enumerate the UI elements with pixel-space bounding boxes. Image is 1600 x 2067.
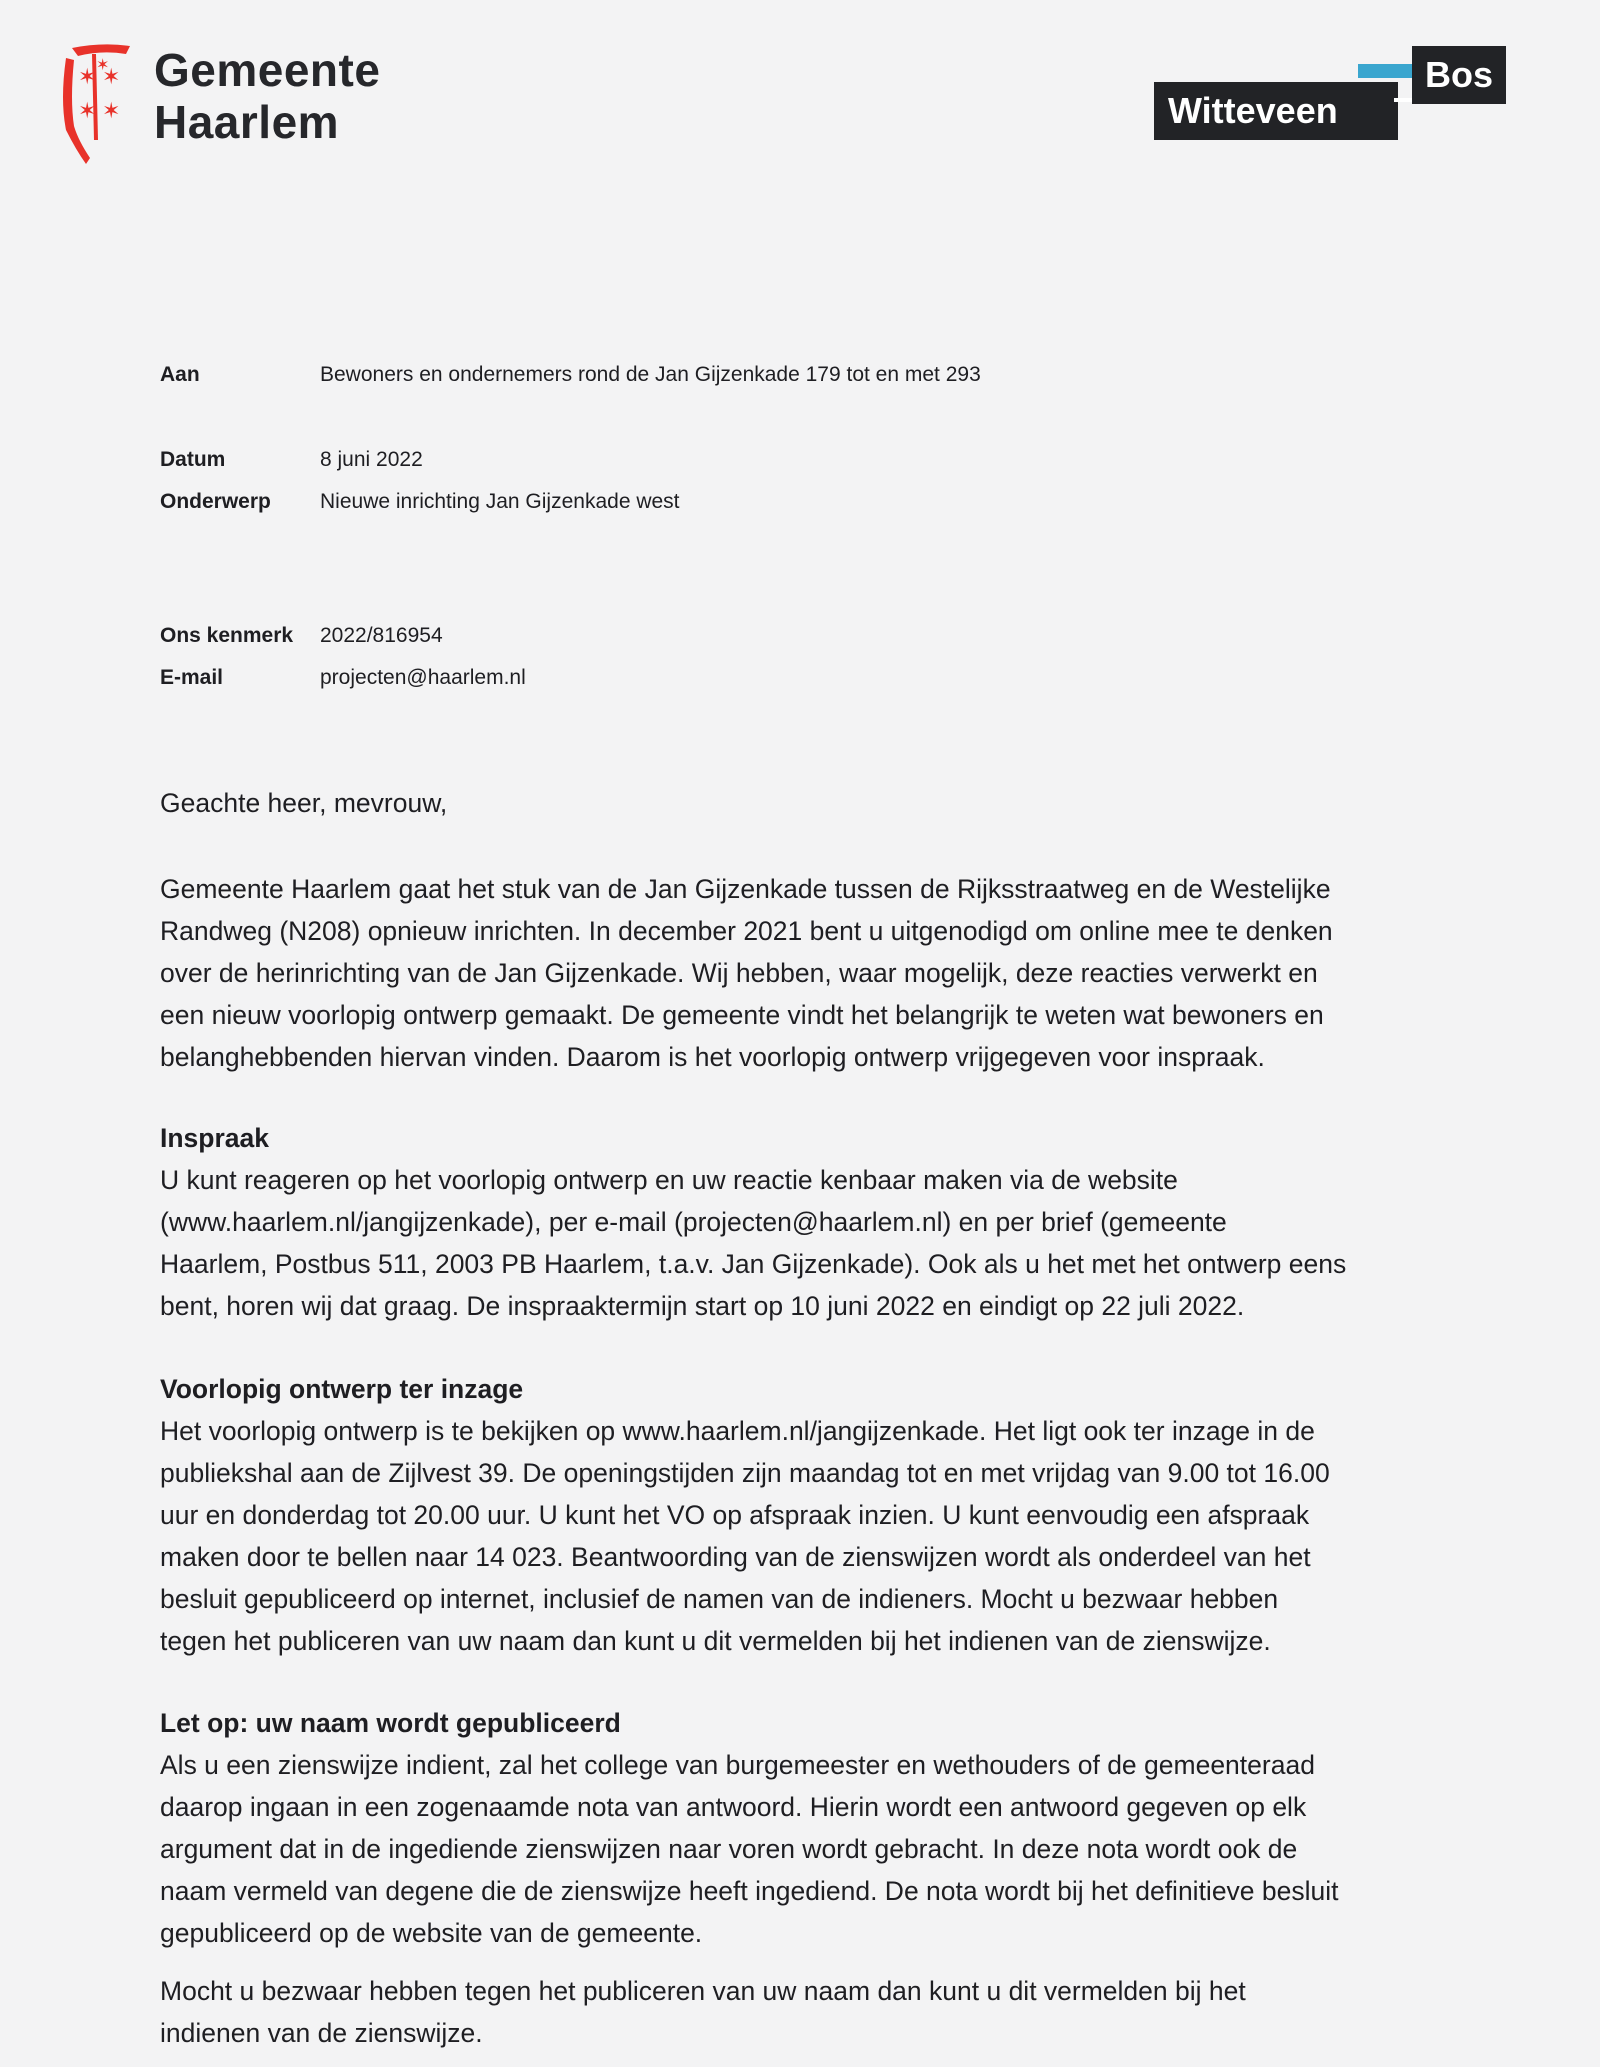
text-line: Mocht u bezwaar hebben tegen het publiceren van uw naam dan kunt u dit vermelden bij het [160, 1976, 1246, 2006]
text-line: Als u een zienswijze indient, zal het college van burgemeester en wethouders of de gemeenteraad [160, 1750, 1315, 1780]
meta-value: 8 juni 2022 [320, 448, 423, 471]
text-line: gepubliceerd op de website van de gemeente. [160, 1918, 703, 1948]
text-line: indienen van de zienswijze. [160, 2018, 483, 2048]
text-line: (www.haarlem.nl/jangijzenkade), per e-mail (projecten@haarlem.nl) en per brief (gemeente [160, 1207, 1227, 1237]
gemeente-haarlem-logo [52, 40, 432, 170]
text-line: een nieuw voorlopig ontwerp gemaakt. De gemeente vindt het belangrijk te weten wat bewoners en [160, 1000, 1324, 1030]
text-line: bent, horen wij dat graag. De inspraaktermijn start op 10 juni 2022 en eindigt op 22 juli 2022. [160, 1291, 1245, 1321]
text-line: uur en donderdag tot 20.00 uur. U kunt het VO op afspraak inzien. U kunt eenvoudig een afspraak [160, 1500, 1310, 1530]
svg-text:✶: ✶ [78, 99, 97, 124]
text-line: naam vermeld van degene die de zienswijze heeft ingediend. De nota wordt bij het definitieve besluit [160, 1876, 1339, 1906]
meta-label: Aan [160, 363, 200, 386]
intro-paragraph [160, 868, 1333, 1078]
section-heading: Inspraak [160, 1123, 270, 1153]
meta-value: Nieuwe inrichting Jan Gijzenkade west [320, 490, 680, 513]
svg-text:✶: ✶ [102, 99, 121, 124]
section-heading: Voorlopig ontwerp ter inzage [160, 1374, 524, 1404]
text-line: Haarlem, Postbus 511, 2003 PB Haarlem, t.a.v. Jan Gijzenkade). Ook als u het met het ontwerp eens [160, 1249, 1347, 1279]
section-let-op [160, 1702, 1339, 1954]
text-line: Het voorlopig ontwerp is te bekijken op www.haarlem.nl/jangijzenkade. Het ligt ook ter inzage in de [160, 1416, 1315, 1446]
logo-bos: Bos [1412, 46, 1506, 104]
meta-label: Datum [160, 448, 226, 471]
text-line: tegen het publiceren van uw naam dan kunt u dit vermelden bij het indienen van de zienswijze. [160, 1626, 1271, 1656]
text-line: besluit gepubliceerd op internet, inclusief de namen van de indieners. Mocht u bezwaar hebben [160, 1584, 1279, 1614]
logo-accent-bar [1358, 64, 1412, 78]
text-line: daarop ingaan in een zogenaamde nota van antwoord. Hierin wordt een antwoord gegeven op elk [160, 1792, 1307, 1822]
text-line: maken door te bellen naar 14 023. Beantwoording van de zienswijzen wordt als onderdeel van het [160, 1542, 1311, 1572]
text-line: Gemeente Haarlem gaat het stuk van de Jan Gijzenkade tussen de Rijksstraatweg en de Westelijke [160, 874, 1331, 904]
meta-value: Bewoners en ondernemers rond de Jan Gijzenkade 179 tot en met 293 [320, 363, 981, 386]
text-line: Randweg (N208) opnieuw inrichten. In december 2021 bent u uitgenodigd om online mee te denken [160, 916, 1333, 946]
meta-value: 2022/816954 [320, 624, 443, 647]
text-line: belanghebbenden hiervan vinden. Daarom is het voorlopig ontwerp vrijgegeven voor inspraak. [160, 1042, 1265, 1072]
logo-witteveen: Witteveen [1154, 82, 1398, 140]
svg-text:✶: ✶ [78, 65, 97, 90]
text-line: U kunt reageren op het voorlopig ontwerp en uw reactie kenbaar maken via de website [160, 1165, 1178, 1195]
greeting: Geachte heer, mevrouw, [160, 788, 448, 818]
text-line: publiekshal aan de Zijlvest 39. De openingstijden zijn maandag tot en met vrijdag van 9.00 tot 16.00 [160, 1458, 1330, 1488]
haarlem-coat-of-arms-icon [52, 40, 142, 170]
text-line: argument dat in de ingediende zienswijzen naar voren wordt gebracht. In deze nota wordt ook de [160, 1834, 1298, 1864]
logo-line-2: Haarlem [154, 96, 340, 148]
gemeente-haarlem-wordmark [154, 44, 380, 148]
svg-text:✶: ✶ [96, 55, 110, 74]
meta-label: Onderwerp [160, 490, 271, 513]
meta-value: projecten@haarlem.nl [320, 666, 526, 689]
section-voorlopig-ontwerp [160, 1368, 1330, 1662]
meta-label: E-mail [160, 666, 224, 689]
text-line: over de herinrichting van de Jan Gijzenkade. Wij hebben, waar mogelijk, deze reacties verwerkt en [160, 958, 1318, 988]
section-inspraak [160, 1117, 1346, 1327]
logo-line-1: Gemeente [154, 44, 381, 96]
closing-paragraph [160, 1970, 1246, 2054]
meta-label: Ons kenmerk [160, 624, 294, 647]
svg-text:✶: ✶ [102, 65, 121, 90]
logo-plus-line [1394, 98, 1412, 102]
witteveen-bos-logo [1154, 46, 1506, 142]
section-heading: Let op: uw naam wordt gepubliceerd [160, 1708, 621, 1738]
